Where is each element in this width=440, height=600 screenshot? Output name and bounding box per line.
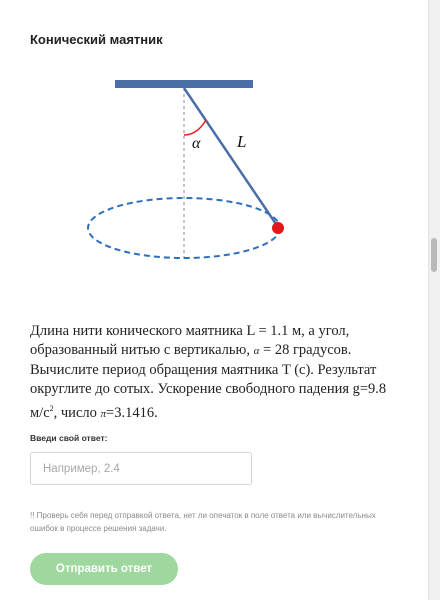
angle-arc bbox=[184, 120, 206, 135]
superscript-2: 2 bbox=[49, 404, 54, 413]
pendulum-string bbox=[184, 88, 278, 227]
pendulum-bob bbox=[272, 222, 284, 234]
scrollbar-track[interactable] bbox=[428, 0, 440, 600]
submit-answer-button[interactable]: Отправить ответ bbox=[30, 553, 178, 585]
problem-text: Длина нити конического маятника L = 1.1 м, а угол, образованный нитью с вертикалью, α = 28 градусов. Вычислите период обращения маятника T (c). Результат округлите до сотых. Ускорение свободного падения g=9.8 $м/с^2$, число π=3.1416. bbox=[30, 323, 387, 421]
length-label: L bbox=[237, 132, 247, 151]
page-title: Конический маятник bbox=[30, 32, 163, 47]
pi-symbol: π bbox=[100, 407, 107, 420]
alpha-symbol: α bbox=[253, 345, 260, 357]
answer-input[interactable] bbox=[30, 452, 252, 485]
warning-text: !! Проверь себя перед отправкой ответа, нет ли опечаток в поле ответа или вычислительных ошибок в процессе решения задачи. bbox=[30, 511, 376, 533]
conical-pendulum-figure bbox=[0, 0, 428, 300]
angle-alpha-label: α bbox=[192, 135, 201, 152]
pendulum-support bbox=[115, 80, 253, 88]
scrollbar-thumb[interactable] bbox=[431, 238, 437, 272]
answer-label: Введи свой ответ: bbox=[30, 433, 108, 443]
